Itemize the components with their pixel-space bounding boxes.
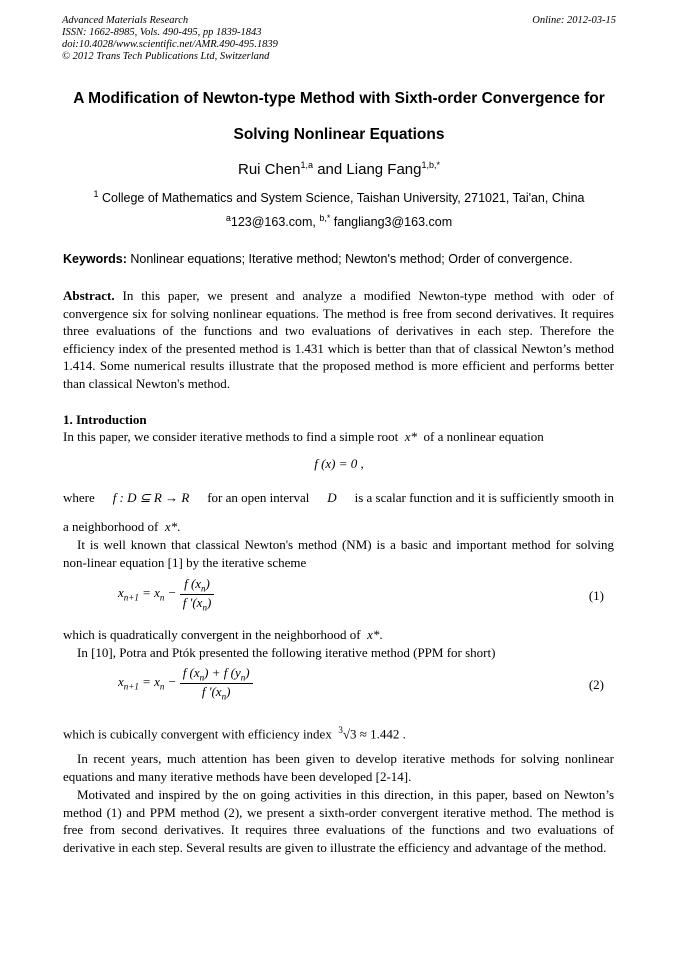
intro-paragraph-1 — [63, 428, 614, 446]
intro-p2-text-c: is a scalar function and it is sufficiently smooth in — [354, 490, 614, 505]
eq2-num-text: f (x — [182, 665, 200, 680]
intro-p2-text-d: a neighborhood of — [63, 519, 162, 534]
intro-paragraph-6 — [63, 722, 614, 743]
eq2-numerator — [180, 665, 253, 684]
intro-paragraph-4 — [63, 626, 614, 644]
eq2-den-text: f '(x — [201, 683, 222, 699]
intro-p2-root: x* — [164, 519, 178, 534]
abstract-label: Abstract. — [63, 288, 115, 303]
efficiency-value: ≈ 1.442 . — [356, 726, 406, 742]
intro-p1-root: x* — [404, 429, 418, 444]
paper-title-line1: A Modification of Newton-type Method with Sixth-order Convergence for — [73, 90, 605, 107]
emails — [40, 213, 638, 229]
eq2-den-sub: n — [221, 691, 227, 702]
email-a-marker: a — [225, 213, 231, 223]
author-2: Liang Fang — [346, 161, 422, 178]
affiliation-text: College of Mathematics and System Science, Taishan University, 271021, Tai'an, China — [101, 191, 585, 206]
email-a: 123@163.com, — [230, 215, 320, 230]
eq2-num-sub2: n — [240, 672, 246, 683]
intro-p4-text-b: . — [379, 627, 383, 642]
authors — [40, 160, 638, 178]
issn-line: ISSN: 1662-8985, Vols. 490-495, pp 1839-1843 — [62, 27, 262, 38]
eq1-den-sub: n — [202, 602, 207, 613]
eq2-num-mid: ) + f (y — [204, 665, 241, 680]
equation-2 — [118, 665, 253, 701]
eq1-lhs: x — [118, 585, 124, 601]
intro-p1-text-a: In this paper, we consider iterative methods to find a simple root — [63, 429, 402, 444]
author-1: Rui Chen — [237, 161, 301, 178]
email-b-marker: b,* — [319, 213, 331, 223]
eq1-numerator — [180, 576, 215, 595]
abstract — [63, 287, 614, 392]
intro-p2-domain: D — [327, 490, 337, 505]
efficiency-root-index: 3 — [338, 725, 343, 735]
paper-title-line2: Solving Nonlinear Equations — [233, 126, 445, 143]
eq2-lhs-sub: n+1 — [123, 681, 139, 692]
eq1-den-text: f '(x — [182, 594, 203, 610]
intro-p2-map: f : D ⊆ R → R — [112, 490, 190, 505]
eq2-rhs-sub: n — [159, 681, 165, 692]
eq1-fraction — [180, 576, 215, 612]
equation-0: f (x) = 0 , — [314, 456, 364, 471]
intro-paragraph-2-line2 — [63, 518, 614, 536]
author-1-affil: 1,a — [300, 160, 314, 170]
eq2-num-close: ) — [245, 665, 250, 680]
eq1-rhs-sub: n — [159, 592, 165, 603]
equation-1 — [118, 576, 214, 612]
abstract-text: In this paper, we present and analyze a modified Newton-type method with oder of convergence six for solving nonlinear equations. The method is free from second derivatives. It requires three evaluations of the functions and two evaluations of derivatives in each step. Therefore the efficiency index of the presented method is 1.431 which is better than that of classical Newton’s method 1.414. Some numerical results illustrate that the proposed method is more efficient and performs better than classical Newton's method. — [63, 288, 614, 391]
intro-p2-where: where — [63, 490, 95, 505]
eq2-rhs: = x — [138, 674, 160, 690]
intro-p2-text-e: . — [177, 519, 181, 534]
intro-p4-text-a: which is quadratically convergent in the neighborhood of — [63, 627, 364, 642]
affiliation-marker: 1 — [93, 189, 99, 199]
email-b: fangliang3@163.com — [330, 215, 453, 230]
affiliation — [40, 189, 638, 205]
eq2-num-sub: n — [199, 672, 205, 683]
author-2-affil: 1,b,* — [421, 160, 440, 170]
section-heading-text: 1. Introduction — [63, 412, 147, 427]
eq1-num-text: f (x — [184, 576, 202, 591]
eq1-num-close: ) — [205, 576, 210, 591]
copyright-line: © 2012 Trans Tech Publications Ltd, Switzerland — [62, 51, 270, 62]
journal-name: Advanced Materials Research — [62, 15, 189, 26]
eq1-rhs: = x — [138, 585, 160, 601]
eq2-minus: − — [164, 674, 180, 690]
online-date: Online: 2012-03-15 — [532, 15, 616, 26]
eq1-den-close: ) — [206, 594, 212, 610]
eq1-label: (1) — [588, 588, 604, 603]
keywords — [63, 251, 614, 269]
intro-p2-text-b: for an open interval — [207, 490, 310, 505]
intro-p4-root: x* — [367, 627, 380, 642]
intro-paragraph-8: Motivated and inspired by the on going activities in this direction, in this paper, based on Newton’s method (1) and PPM method (2), we present a sixth-order convergent iterative method. The method is free from second derivatives. It requires three evaluations of the functions and two evaluations of derivative in each step. Several results are given to illustrate the efficiency and advantage of the method. — [63, 787, 614, 855]
eq1-lhs-sub: n+1 — [123, 592, 139, 603]
keywords-label: Keywords: — [63, 252, 127, 266]
keywords-text: Nonlinear equations; Iterative method; Newton's method; Order of convergence. — [126, 252, 573, 266]
eq1-denominator — [180, 595, 215, 613]
eq2-den-close: ) — [226, 683, 231, 699]
section-heading-intro — [63, 411, 614, 429]
authors-and: and — [313, 161, 347, 178]
eq2-lhs: x — [118, 674, 124, 690]
intro-paragraph-3: It is well known that classical Newton's method (NM) is a basic and important method for solving non-linear equation [1] by the iterative scheme — [63, 537, 614, 570]
eq1-num-sub: n — [201, 583, 206, 594]
eq1-minus: − — [164, 585, 180, 601]
doi-line: doi:10.4028/www.scientific.net/AMR.490-495.1839 — [62, 39, 278, 50]
intro-paragraph-7: In recent years, much attention has been given to develop iterative methods for solving nonlinear equations and many iterative methods have been developed [2-14]. — [63, 751, 614, 784]
intro-paragraph-2-line1 — [63, 489, 614, 507]
journal-header — [62, 15, 278, 63]
eq2-label: (2) — [588, 677, 604, 692]
intro-p1-text-b: of a nonlinear equation — [420, 429, 544, 444]
eq2-fraction — [180, 665, 253, 701]
efficiency-radical: √3 — [342, 726, 357, 742]
intro-p6-text: which is cubically convergent with efficiency index — [63, 726, 336, 742]
eq2-denominator — [180, 684, 253, 702]
intro-paragraph-5: In [10], Potra and Ptók presented the following iterative method (PPM for short) — [77, 645, 496, 660]
